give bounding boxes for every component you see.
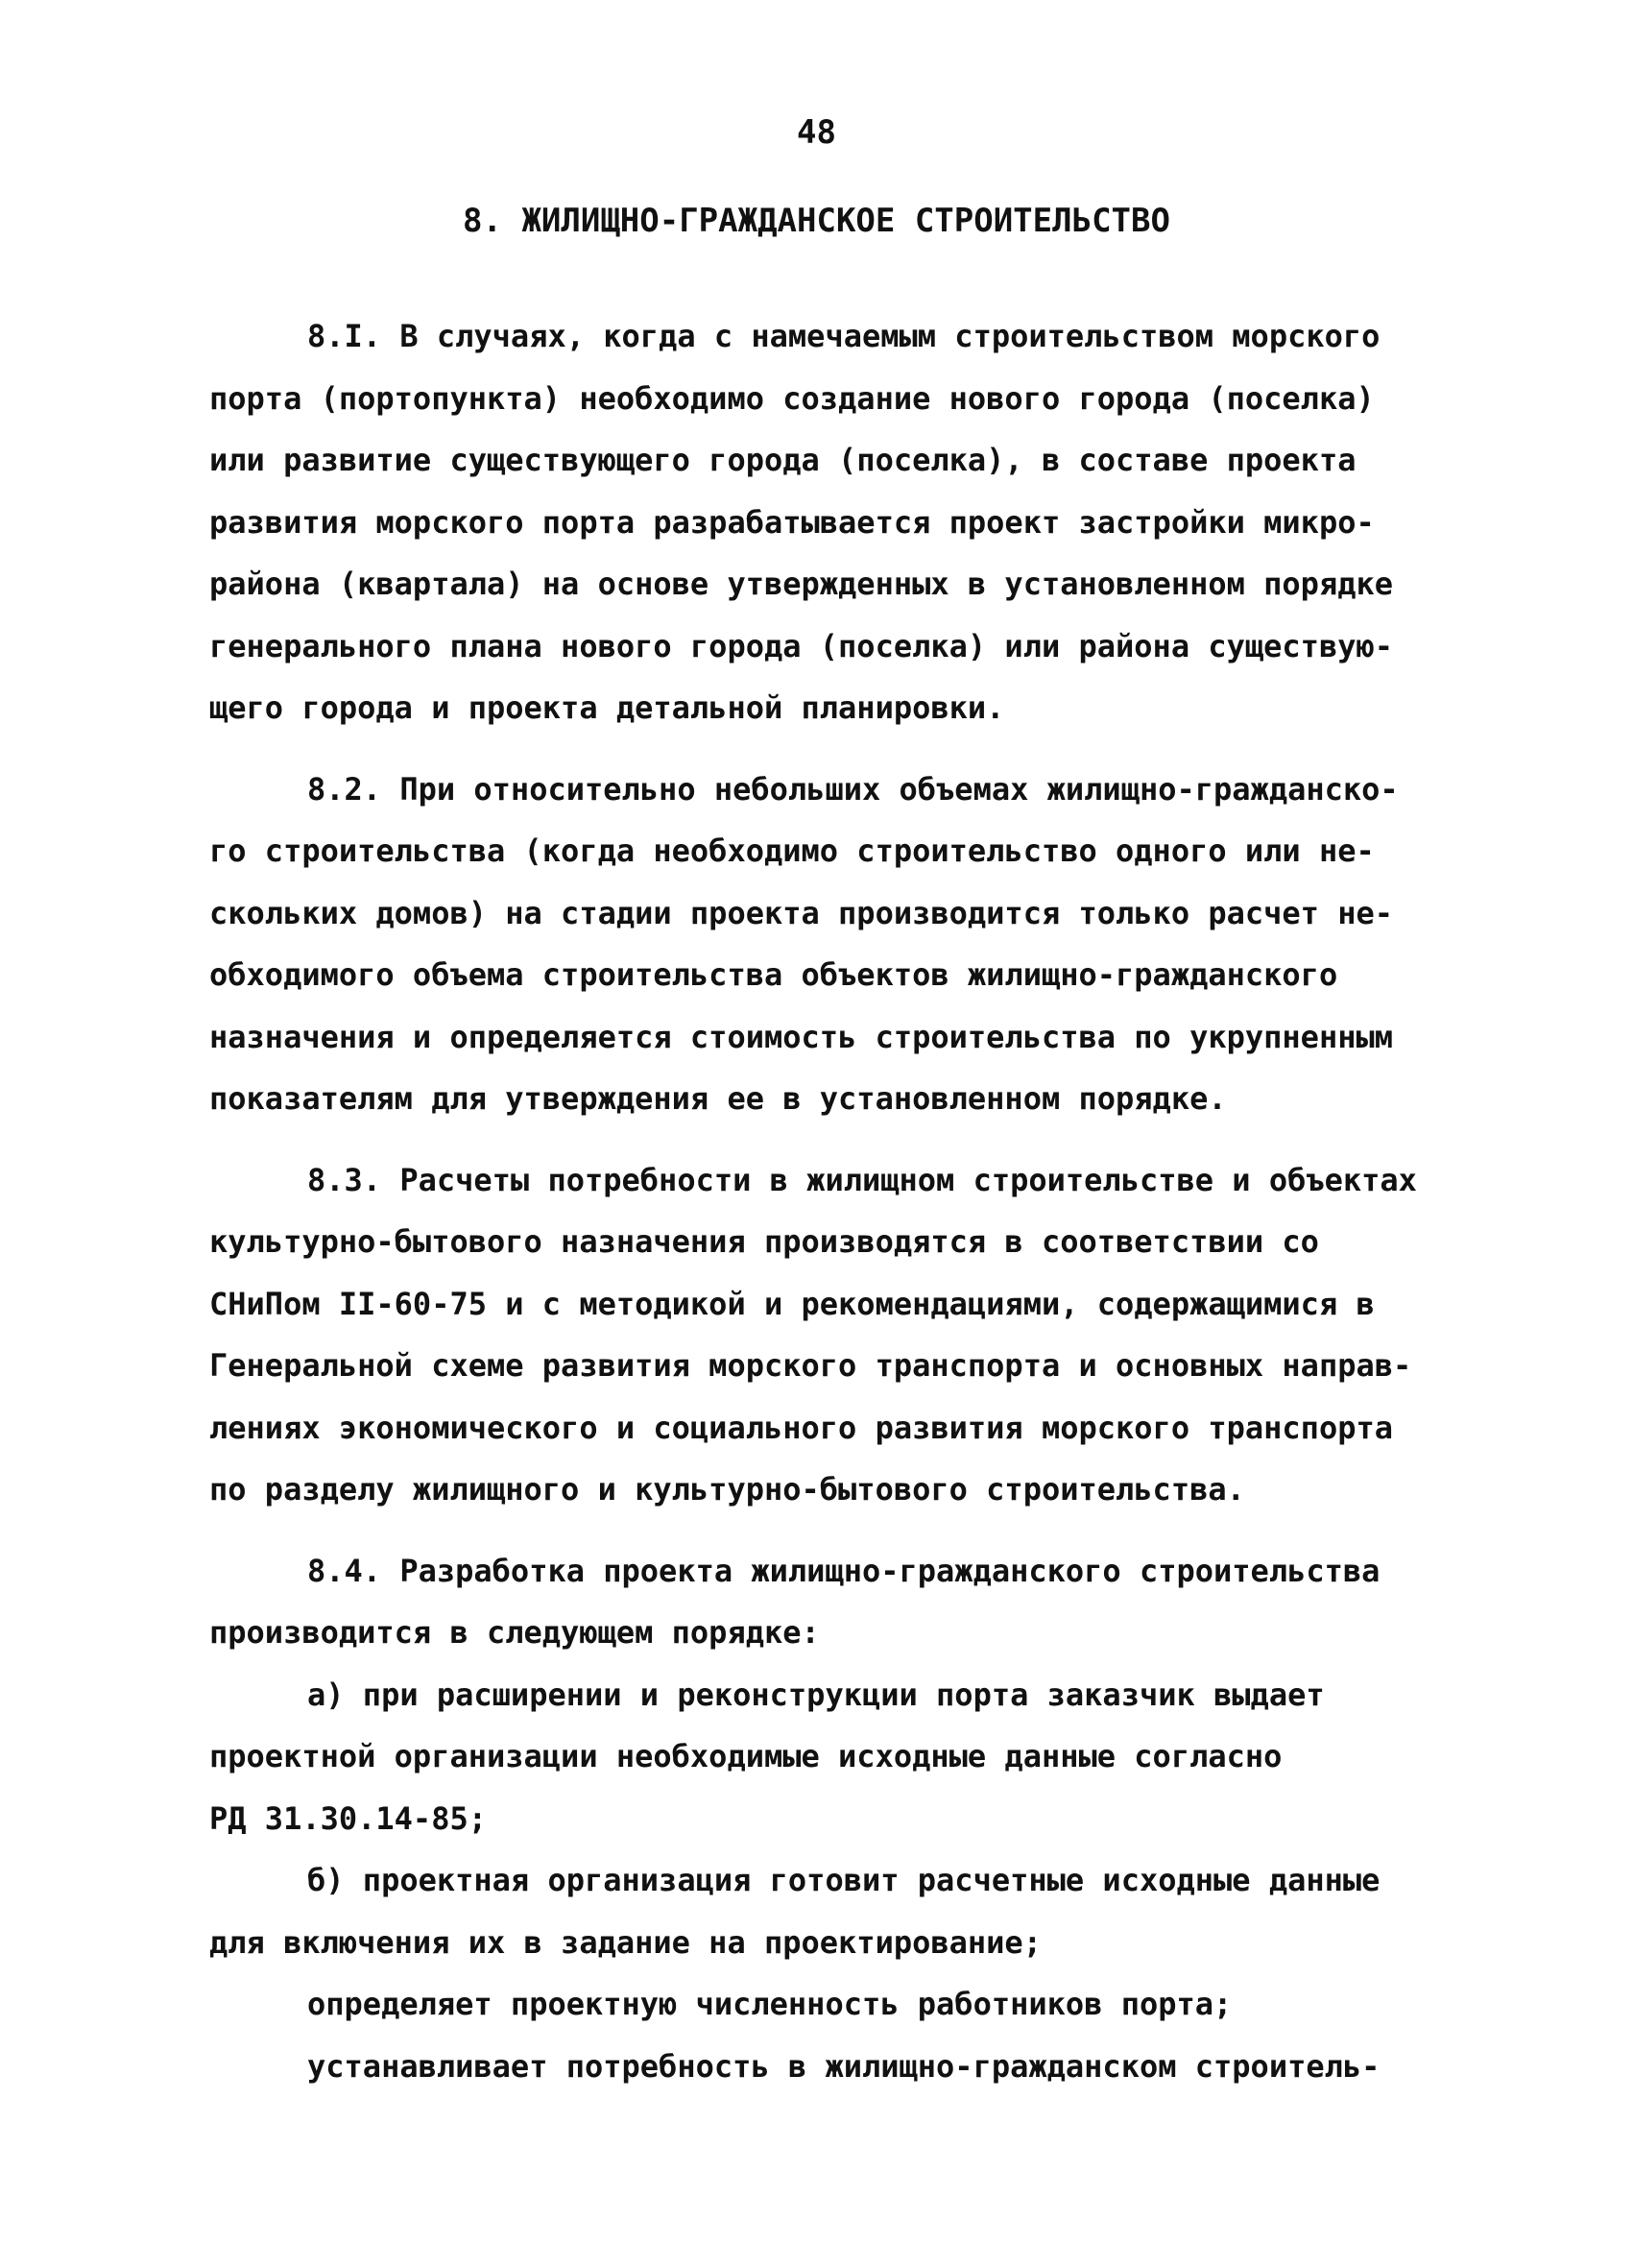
text-line: определяет проектную численность работников порта;: [307, 1986, 1233, 2022]
text-line: щего города и проекта детальной планировки.: [209, 689, 1005, 726]
text-line: производится в следующем порядке:: [209, 1614, 820, 1651]
body-text: [209, 305, 1438, 2097]
text-line: назначения и определяется стоимость строительства по укрупненным: [209, 1018, 1393, 1055]
text-line: б) проектная организация готовит расчетные исходные данные: [307, 1862, 1381, 1898]
list-item-b-continuation: [209, 1973, 1438, 2097]
paragraph-8-4: [209, 1540, 1438, 1664]
text-line: генерального плана нового города (поселка) или района существую-: [209, 627, 1393, 664]
text-line: 8.3. Расчеты потребности в жилищном строительстве и объектах: [307, 1161, 1417, 1198]
text-line: РД 31.30.14-85;: [209, 1799, 487, 1837]
list-item-b: [209, 1849, 1438, 1973]
text-line: го строительства (когда необходимо строительство одного или не-: [209, 832, 1375, 869]
text-line: скольких домов) на стадии проекта производится только расчет не-: [209, 894, 1393, 931]
text-line: культурно-бытового назначения производятся в соответствии со: [209, 1223, 1319, 1260]
page-number: 48: [797, 113, 836, 152]
text-line: 8.2. При относительно небольших объемах жилищно-гражданско-: [307, 770, 1399, 808]
text-line: для включения их в задание на проектирование;: [209, 1923, 1042, 1961]
text-line: лениях экономического и социального развития морского транспорта: [209, 1409, 1393, 1446]
text-line: показателям для утверждения ее в установленном порядке.: [209, 1080, 1227, 1117]
text-line: СНиПом II-60-75 и с методикой и рекомендациями, содержащимися в: [209, 1285, 1375, 1322]
text-line: Генеральной схеме развития морского транспорта и основных направ-: [209, 1347, 1412, 1384]
text-line: района (квартала) на основе утвержденных в установленном порядке: [209, 566, 1393, 602]
text-line: 8.I. В случаях, когда с намечаемым строительством морского: [307, 318, 1381, 354]
list-item-a: [209, 1664, 1438, 1850]
paragraph-8-2: [209, 759, 1438, 1130]
text-line: порта (портопункта) необходимо создание нового города (поселка): [209, 379, 1375, 417]
text-line: устанавливает потребность в жилищно-гражданском строитель-: [307, 2047, 1381, 2085]
section-title: 8. ЖИЛИЩНО-ГРАЖДАНСКОЕ СТРОИТЕЛЬСТВО: [463, 202, 1170, 240]
text-line: развития морского порта разрабатывается проект застройки микро-: [209, 503, 1375, 541]
paragraph-8-3: [209, 1149, 1438, 1521]
text-line: а) при расширении и реконструкции порта заказчик выдает: [307, 1676, 1325, 1713]
text-line: по разделу жилищного и культурно-бытового строительства.: [209, 1471, 1245, 1508]
text-line: или развитие существующего города (поселка), в составе проекта: [209, 442, 1357, 478]
text-line: 8.4. Разработка проекта жилищно-гражданского строительства: [307, 1552, 1381, 1589]
text-line: проектной организации необходимые исходные данные согласно: [209, 1738, 1283, 1774]
paragraph-8-1: [209, 305, 1438, 739]
text-line: обходимого объема строительства объектов жилищно-гражданского: [209, 956, 1338, 993]
